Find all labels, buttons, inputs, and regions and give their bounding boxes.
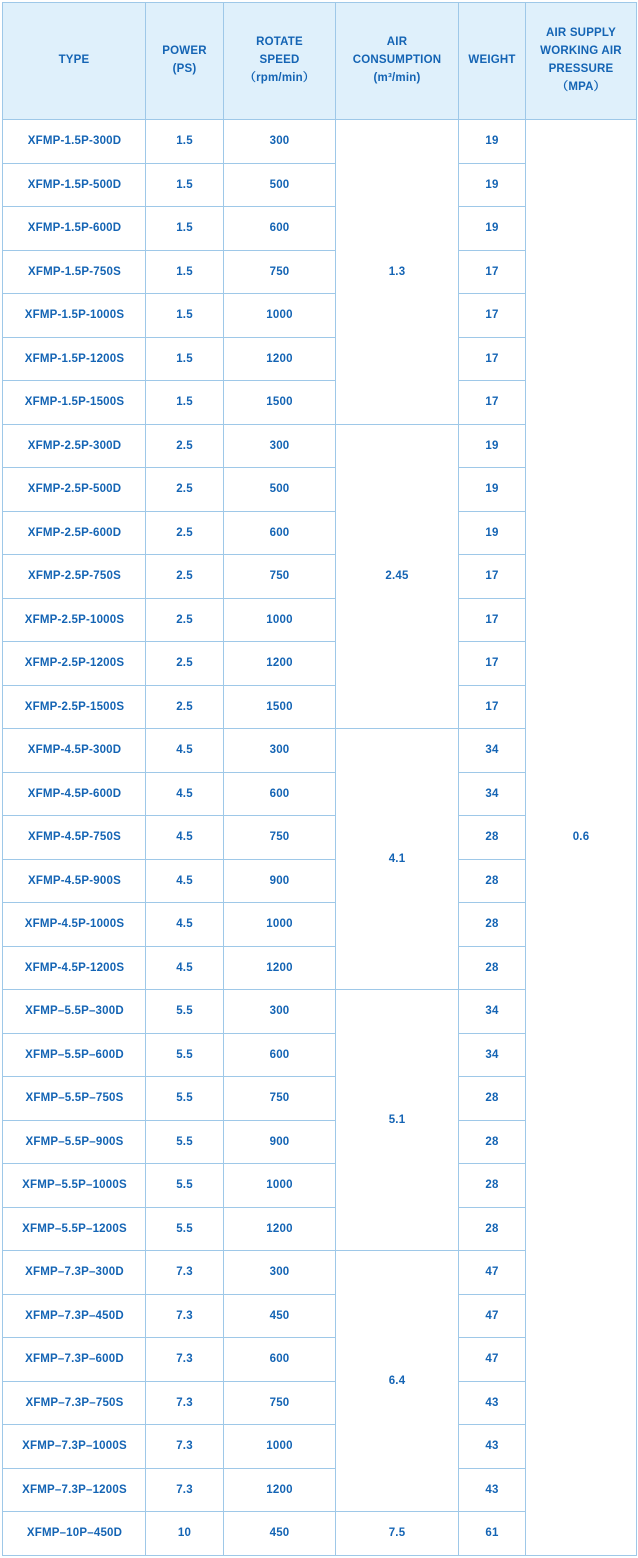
cell-rotate-speed: 1000 bbox=[224, 1164, 336, 1208]
cell-power: 4.5 bbox=[146, 729, 224, 773]
cell-type: XFMP-2.5P-1200S bbox=[3, 642, 146, 686]
cell-type: XFMP–5.5P–1000S bbox=[3, 1164, 146, 1208]
cell-rotate-speed: 750 bbox=[224, 555, 336, 599]
cell-weight: 17 bbox=[459, 685, 526, 729]
cell-type: XFMP-4.5P-300D bbox=[3, 729, 146, 773]
cell-rotate-speed: 300 bbox=[224, 1251, 336, 1295]
compressor-spec-table bbox=[2, 2, 637, 1556]
cell-type: XFMP-1.5P-1500S bbox=[3, 381, 146, 425]
cell-weight: 34 bbox=[459, 772, 526, 816]
cell-rotate-speed: 1000 bbox=[224, 1425, 336, 1469]
cell-power: 1.5 bbox=[146, 250, 224, 294]
cell-weight: 28 bbox=[459, 816, 526, 860]
cell-weight: 47 bbox=[459, 1338, 526, 1382]
cell-weight: 28 bbox=[459, 1077, 526, 1121]
cell-power: 5.5 bbox=[146, 1207, 224, 1251]
cell-type: XFMP-1.5P-500D bbox=[3, 163, 146, 207]
header-line: POWER bbox=[162, 45, 207, 58]
cell-rotate-speed: 500 bbox=[224, 468, 336, 512]
column-header-rotate-speed bbox=[224, 3, 336, 120]
cell-rotate-speed: 600 bbox=[224, 511, 336, 555]
cell-weight: 47 bbox=[459, 1294, 526, 1338]
cell-weight: 19 bbox=[459, 120, 526, 164]
cell-weight: 28 bbox=[459, 1207, 526, 1251]
cell-weight: 17 bbox=[459, 598, 526, 642]
cell-power: 2.5 bbox=[146, 424, 224, 468]
cell-weight: 43 bbox=[459, 1468, 526, 1512]
cell-type: XFMP-1.5P-1000S bbox=[3, 294, 146, 338]
cell-rotate-speed: 600 bbox=[224, 207, 336, 251]
cell-type: XFMP-4.5P-750S bbox=[3, 816, 146, 860]
cell-weight: 28 bbox=[459, 859, 526, 903]
column-header-air-consumption bbox=[336, 3, 459, 120]
cell-type: XFMP–10P–450D bbox=[3, 1512, 146, 1556]
cell-weight: 28 bbox=[459, 946, 526, 990]
cell-rotate-speed: 900 bbox=[224, 859, 336, 903]
cell-air-consumption: 7.5 bbox=[336, 1512, 459, 1556]
cell-power: 5.5 bbox=[146, 1077, 224, 1121]
cell-weight: 19 bbox=[459, 468, 526, 512]
cell-weight: 19 bbox=[459, 207, 526, 251]
column-header-power bbox=[146, 3, 224, 120]
cell-power: 5.5 bbox=[146, 1120, 224, 1164]
cell-rotate-speed: 1500 bbox=[224, 381, 336, 425]
cell-weight: 34 bbox=[459, 1033, 526, 1077]
cell-type: XFMP–7.3P–450D bbox=[3, 1294, 146, 1338]
cell-power: 1.5 bbox=[146, 207, 224, 251]
header-line: SPEED bbox=[259, 54, 300, 67]
header-row bbox=[3, 3, 637, 120]
cell-rotate-speed: 1200 bbox=[224, 337, 336, 381]
cell-power: 2.5 bbox=[146, 511, 224, 555]
cell-type: XFMP-4.5P-1200S bbox=[3, 946, 146, 990]
cell-rotate-speed: 450 bbox=[224, 1512, 336, 1556]
cell-weight: 19 bbox=[459, 163, 526, 207]
cell-type: XFMP–5.5P–1200S bbox=[3, 1207, 146, 1251]
cell-power: 7.3 bbox=[146, 1468, 224, 1512]
cell-type: XFMP-2.5P-500D bbox=[3, 468, 146, 512]
column-header-type bbox=[3, 3, 146, 120]
cell-type: XFMP–7.3P–1200S bbox=[3, 1468, 146, 1512]
cell-weight: 61 bbox=[459, 1512, 526, 1556]
cell-type: XFMP-2.5P-1000S bbox=[3, 598, 146, 642]
cell-rotate-speed: 300 bbox=[224, 120, 336, 164]
header-line: WORKING AIR bbox=[540, 45, 622, 58]
column-header-weight bbox=[459, 3, 526, 120]
header-line: （rpm/min） bbox=[244, 71, 315, 84]
cell-type: XFMP-1.5P-300D bbox=[3, 120, 146, 164]
cell-power: 7.3 bbox=[146, 1338, 224, 1382]
cell-weight: 17 bbox=[459, 337, 526, 381]
cell-air-consumption: 2.45 bbox=[336, 424, 459, 729]
cell-rotate-speed: 1000 bbox=[224, 294, 336, 338]
cell-type: XFMP–5.5P–900S bbox=[3, 1120, 146, 1164]
header-line: (PS) bbox=[172, 63, 197, 75]
cell-power: 2.5 bbox=[146, 642, 224, 686]
cell-rotate-speed: 1000 bbox=[224, 903, 336, 947]
cell-power: 2.5 bbox=[146, 555, 224, 599]
cell-rotate-speed: 1000 bbox=[224, 598, 336, 642]
cell-rotate-speed: 750 bbox=[224, 1077, 336, 1121]
cell-power: 4.5 bbox=[146, 772, 224, 816]
cell-weight: 17 bbox=[459, 555, 526, 599]
cell-air-consumption: 6.4 bbox=[336, 1251, 459, 1512]
cell-rotate-speed: 600 bbox=[224, 1033, 336, 1077]
cell-type: XFMP-4.5P-900S bbox=[3, 859, 146, 903]
cell-rotate-speed: 1200 bbox=[224, 1207, 336, 1251]
cell-weight: 17 bbox=[459, 381, 526, 425]
cell-power: 1.5 bbox=[146, 294, 224, 338]
header-line: WEIGHT bbox=[468, 54, 516, 67]
cell-air-consumption: 4.1 bbox=[336, 729, 459, 990]
cell-rotate-speed: 300 bbox=[224, 990, 336, 1034]
cell-power: 2.5 bbox=[146, 468, 224, 512]
cell-type: XFMP-2.5P-300D bbox=[3, 424, 146, 468]
cell-power: 1.5 bbox=[146, 337, 224, 381]
cell-rotate-speed: 750 bbox=[224, 250, 336, 294]
header-line: ROTATE bbox=[256, 36, 303, 49]
cell-power: 10 bbox=[146, 1512, 224, 1556]
cell-power: 4.5 bbox=[146, 946, 224, 990]
cell-power: 7.3 bbox=[146, 1381, 224, 1425]
cell-power: 2.5 bbox=[146, 685, 224, 729]
cell-rotate-speed: 600 bbox=[224, 1338, 336, 1382]
cell-weight: 43 bbox=[459, 1381, 526, 1425]
cell-weight: 47 bbox=[459, 1251, 526, 1295]
cell-type: XFMP–5.5P–750S bbox=[3, 1077, 146, 1121]
cell-rotate-speed: 300 bbox=[224, 729, 336, 773]
cell-type: XFMP-1.5P-600D bbox=[3, 207, 146, 251]
header-line: TYPE bbox=[58, 54, 90, 67]
cell-weight: 43 bbox=[459, 1425, 526, 1469]
cell-weight: 28 bbox=[459, 903, 526, 947]
cell-type: XFMP-2.5P-600D bbox=[3, 511, 146, 555]
cell-weight: 17 bbox=[459, 294, 526, 338]
cell-rotate-speed: 500 bbox=[224, 163, 336, 207]
cell-type: XFMP-2.5P-1500S bbox=[3, 685, 146, 729]
cell-rotate-speed: 300 bbox=[224, 424, 336, 468]
cell-weight: 28 bbox=[459, 1120, 526, 1164]
header-line: (m³/min) bbox=[373, 71, 421, 84]
table-row bbox=[3, 120, 637, 164]
cell-power: 5.5 bbox=[146, 990, 224, 1034]
cell-rotate-speed: 450 bbox=[224, 1294, 336, 1338]
cell-type: XFMP–7.3P–300D bbox=[3, 1251, 146, 1295]
cell-power: 7.3 bbox=[146, 1425, 224, 1469]
cell-rotate-speed: 750 bbox=[224, 1381, 336, 1425]
cell-weight: 19 bbox=[459, 424, 526, 468]
cell-power: 1.5 bbox=[146, 381, 224, 425]
cell-type: XFMP-1.5P-750S bbox=[3, 250, 146, 294]
cell-air-supply-pressure: 0.6 bbox=[526, 120, 637, 1556]
cell-power: 7.3 bbox=[146, 1251, 224, 1295]
cell-rotate-speed: 1500 bbox=[224, 685, 336, 729]
cell-type: XFMP–7.3P–600D bbox=[3, 1338, 146, 1382]
cell-weight: 34 bbox=[459, 990, 526, 1034]
cell-weight: 28 bbox=[459, 1164, 526, 1208]
cell-rotate-speed: 600 bbox=[224, 772, 336, 816]
cell-type: XFMP-2.5P-750S bbox=[3, 555, 146, 599]
cell-type: XFMP–7.3P–1000S bbox=[3, 1425, 146, 1469]
header-line: AIR bbox=[386, 36, 408, 49]
cell-rotate-speed: 750 bbox=[224, 816, 336, 860]
cell-type: XFMP–7.3P–750S bbox=[3, 1381, 146, 1425]
header-line: （MPA） bbox=[556, 80, 606, 93]
cell-power: 1.5 bbox=[146, 120, 224, 164]
cell-weight: 17 bbox=[459, 250, 526, 294]
cell-type: XFMP–5.5P–600D bbox=[3, 1033, 146, 1077]
cell-power: 4.5 bbox=[146, 859, 224, 903]
cell-power: 4.5 bbox=[146, 816, 224, 860]
cell-weight: 17 bbox=[459, 642, 526, 686]
cell-rotate-speed: 900 bbox=[224, 1120, 336, 1164]
cell-type: XFMP-4.5P-600D bbox=[3, 772, 146, 816]
table-header bbox=[3, 3, 637, 120]
header-line: PRESSURE bbox=[548, 63, 614, 75]
cell-weight: 19 bbox=[459, 511, 526, 555]
table-body bbox=[3, 120, 637, 1556]
cell-power: 4.5 bbox=[146, 903, 224, 947]
cell-power: 7.3 bbox=[146, 1294, 224, 1338]
cell-power: 1.5 bbox=[146, 163, 224, 207]
cell-type: XFMP-4.5P-1000S bbox=[3, 903, 146, 947]
cell-power: 5.5 bbox=[146, 1033, 224, 1077]
cell-type: XFMP–5.5P–300D bbox=[3, 990, 146, 1034]
cell-weight: 34 bbox=[459, 729, 526, 773]
cell-type: XFMP-1.5P-1200S bbox=[3, 337, 146, 381]
cell-rotate-speed: 1200 bbox=[224, 1468, 336, 1512]
column-header-air-supply-pressure bbox=[526, 3, 637, 120]
header-line: CONSUMPTION bbox=[352, 54, 442, 67]
cell-power: 5.5 bbox=[146, 1164, 224, 1208]
cell-power: 2.5 bbox=[146, 598, 224, 642]
cell-rotate-speed: 1200 bbox=[224, 946, 336, 990]
cell-air-consumption: 5.1 bbox=[336, 990, 459, 1251]
cell-air-consumption: 1.3 bbox=[336, 120, 459, 425]
header-line: AIR SUPPLY bbox=[546, 27, 616, 40]
cell-rotate-speed: 1200 bbox=[224, 642, 336, 686]
